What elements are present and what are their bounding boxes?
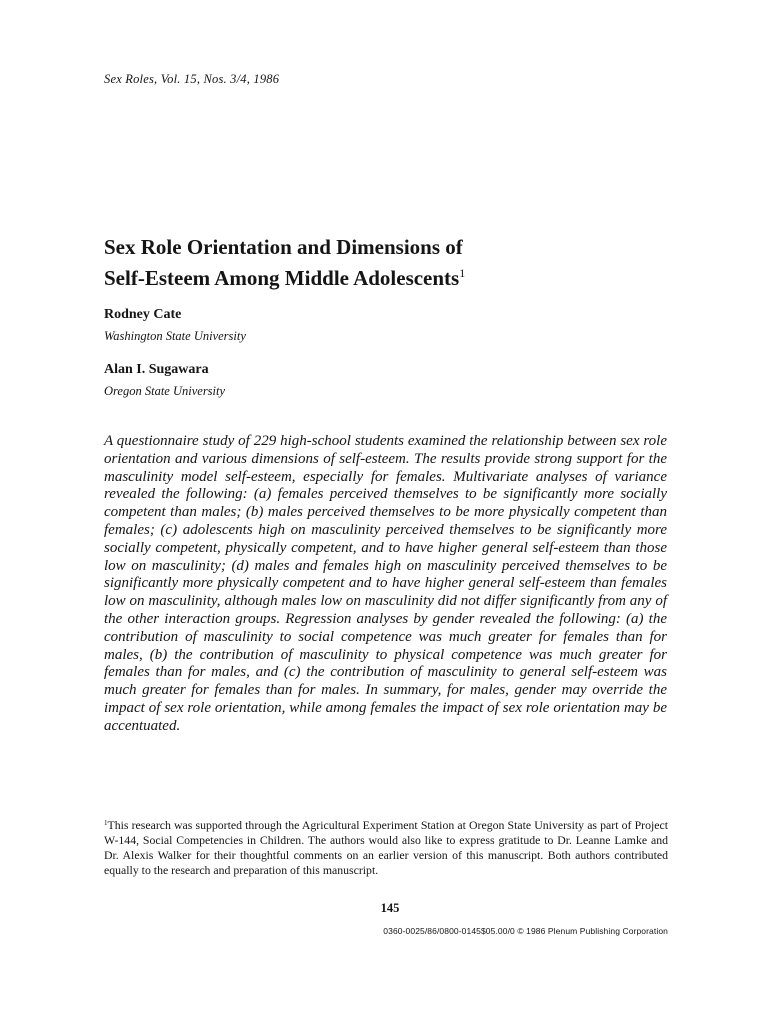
footnote-text: This research was supported through the Agricultural Experiment Station at Oregon State University as part of Project W-144, Social Competencies in Children. The authors would also like to express gratitude to Dr. Leanne Lamke and Dr. Alexis Walker for their thoughtful comments on an earlier version of this manuscript. Both authors contributed equally to the research and preparation of this manuscript. [104, 818, 668, 877]
abstract: A questionnaire study of 229 high-school students examined the relationship between sex role orientation and various dimensions of self-esteem. The results provide strong support for the masculinity model self-esteem, especially for females. Multivariate analyses of variance revealed the following: (a) females perceived themselves to be significantly more socially competent than males; (b) males perceived themselves to be more physically competent than females; (c) adolescents high on masculinity perceived themselves to be significantly more socially competent, physically competent, and to have higher general self-esteem than those low on masculinity; (d) males and females high on masculinity perceived themselves to be significantly more physically competent and to have higher general self-esteem than females low on masculinity, although males low on masculinity did not differ significantly from any of the other interaction groups. Regression analyses by gender revealed the following: (a) the contribution of masculinity to social competence was much greater for females than for males, (b) the contribution of masculinity to physical competence was much greater for females than for males, and (c) the contribution of masculinity to general self-esteem was much greater for females than for males. In summary, for males, gender may override the impact of sex role orientation, while among females the impact of sex role orientation may be accentuated. [104, 433, 667, 734]
page-number: 145 [380, 901, 400, 915]
author-name: Alan I. Sugawara [104, 362, 209, 377]
title-footnote-marker: 1 [459, 266, 466, 280]
article-title [104, 232, 684, 294]
author-block [104, 361, 225, 400]
footnote [104, 818, 668, 878]
footnote-marker: 1 [104, 819, 108, 827]
title-line-2: Self-Esteem Among Middle Adolescents [104, 266, 460, 290]
title-line-1: Sex Role Orientation and Dimensions of [104, 235, 463, 259]
author-affiliation: Washington State University [104, 329, 246, 343]
copyright-line: 0360-0025/86/0800-0145$05.00/0 © 1986 Plenum Publishing Corporation [383, 926, 668, 936]
author-block [104, 306, 246, 345]
journal-citation: Sex Roles, Vol. 15, Nos. 3/4, 1986 [104, 72, 280, 86]
author-affiliation: Oregon State University [104, 384, 226, 398]
author-name: Rodney Cate [104, 307, 182, 322]
